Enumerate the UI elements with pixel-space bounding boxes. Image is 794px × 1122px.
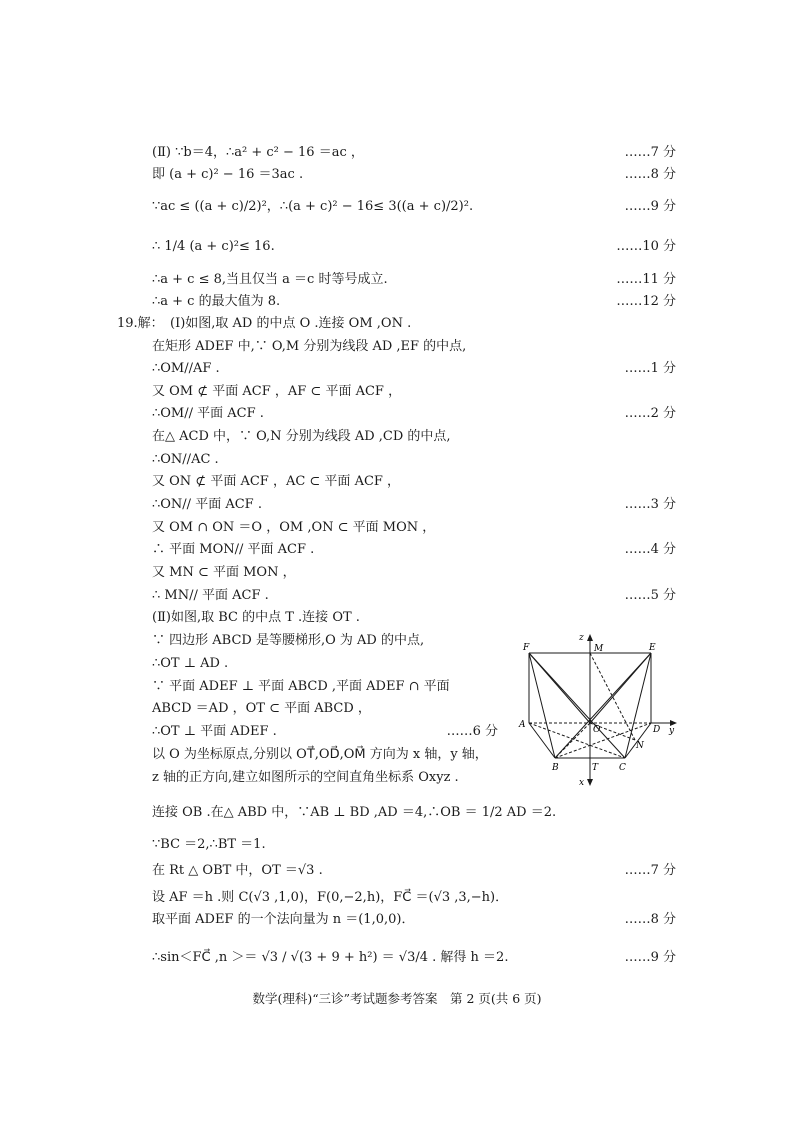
solution-text: 在 Rt △ OBT 中，OT ＝√3 . [152,863,323,878]
solution-text: ∴ 1/4 (a + c)²≤ 16. [152,239,275,254]
solution-text: ∵ac ≤ ((a + c)/2)²，∴(a + c)² − 16≤ 3((a + c)/2)². [152,199,474,214]
label-M: M [594,644,604,654]
q18-line-4 [152,237,676,257]
q18-line-1 [152,143,676,163]
solution-text: ∴sin＜FC⃗ ,n ＞＝ √3 / √(3 + 9 + h²) ＝ √3/4 . 解得 h ＝2. [152,950,509,965]
q19-line-1 [170,314,676,334]
score-mark: ……7 分 [624,145,676,160]
label-T: T [592,763,599,773]
q19-p2-line-1 [152,608,676,628]
solution-text: ∴OT ⊥ AD . [152,656,229,671]
q19-line-9 [152,495,676,515]
solution-text: ∴a + c ≤ 8,当且仅当 a ＝c 时等号成立. [152,272,388,287]
label-N: N [636,741,644,751]
q19-p2-line-11 [152,861,676,881]
label-E: E [649,643,656,653]
q19-p2-line-13 [152,910,676,930]
q19-line-13 [152,586,676,606]
score-mark: ……3 分 [624,497,676,512]
page-footer: 数学(理科)“三诊”考试题参考答案 第 2 页(共 6 页) [252,991,542,1006]
q19-p2-line-14 [152,948,676,968]
solution-text: ∴OT ⊥ 平面 ADEF . [152,724,277,739]
solution-text: ∴OM//AF . [152,361,220,376]
solution-text: 以 O 为坐标原点,分别以 OT⃗,OD⃗,OM⃗ 方向为 x 轴，y 轴， [152,747,488,762]
q19-line-2 [152,337,676,357]
label-O: O [593,725,601,735]
q19-p2-line-12 [152,888,676,908]
arrow-x-icon [587,779,593,786]
q19-line-7 [152,450,676,470]
solution-text: 在△ ACD 中，∵ O,N 分别为线段 AD ,CD 的中点, [152,429,451,444]
question-number: 19.解： [117,316,164,331]
solution-text: (Ⅱ) ∵b＝4，∴a² + c² − 16 ＝ac ， [152,145,364,160]
q19-p2-line-6 [152,722,498,742]
solution-text: ∴a + c 的最大值为 8. [152,294,281,309]
solution-text: (Ⅱ)如图,取 BC 的中点 T .连接 OT . [152,610,360,625]
edge-FB [529,653,555,758]
segment-OB [555,723,590,758]
label-A: A [519,720,526,730]
solution-text: (Ⅰ)如图,取 AD 的中点 O .连接 OM ,ON . [170,316,412,331]
solution-text: 又 OM ⊄ 平面 ACF ，AF ⊂ 平面 ACF ， [152,384,402,399]
q18-line-3 [152,197,676,217]
q19-line-11 [152,540,676,560]
solution-text: 设 AF ＝h .则 C(√3 ,1,0)，F(0,−2,h)，FC⃗ ＝(√3 ,3,−h)． [152,890,509,905]
solution-text: 连接 OB .在△ ABD 中，∵AB ⊥ BD ,AD ＝4,∴OB ＝ 1/2 AD ＝2. [152,805,557,820]
solution-text: ∵ 四边形 ABCD 是等腰梯形,O 为 AD 的中点, [152,633,425,648]
solution-text: 又 OM ∩ ON ＝O ，OM ,ON ⊂ 平面 MON ， [152,520,436,535]
q18-line-2 [152,165,676,185]
q19-line-10 [152,518,676,538]
q19-p2-line-9 [152,803,676,823]
score-mark: ……2 分 [624,406,676,421]
solution-text: 即 (a + c)² − 16 ＝3ac . [152,167,304,182]
score-mark: ……10 分 [616,239,676,254]
solution-text: ∴ MN// 平面 ACF . [152,588,269,603]
q19-p2-line-10 [152,835,676,855]
solution-text: ABCD ＝AD ，OT ⊂ 平面 ABCD ， [152,701,371,716]
solution-text: ∴OM// 平面 ACF . [152,406,264,421]
solution-text: ∴ON//AC . [152,452,219,467]
segment-AC [529,723,625,758]
score-mark: ……6 分 [446,724,498,739]
score-mark: ……12 分 [616,294,676,309]
score-mark: ……8 分 [624,167,676,182]
q18-line-5 [152,270,676,290]
label-z: z [579,633,584,643]
solution-text: ∵BC ＝2,∴BT ＝1. [152,837,266,852]
solution-text: z 轴的正方向,建立如图所示的空间直角坐标系 Oxyz . [152,770,459,785]
solution-text: ∵ 平面 ADEF ⊥ 平面 ABCD ,平面 ADEF ∩ 平面 [152,679,450,694]
label-x: x [579,778,585,788]
score-mark: ……8 分 [624,912,676,927]
solution-text: ∴ 平面 MON// 平面 ACF . [152,542,315,557]
score-mark: ……9 分 [624,199,676,214]
q19-line-4 [152,382,676,402]
solution-text: 又 MN ⊂ 平面 MON ， [152,565,296,580]
arrow-z-icon [587,634,593,641]
q19-line-6 [152,427,676,447]
label-D: D [653,725,661,735]
score-mark: ……11 分 [616,272,676,287]
score-mark: ……1 分 [624,361,676,376]
q19-line-12 [152,563,676,583]
solution-text: 在矩形 ADEF 中,∵ O,M 分别为线段 AD ,EF 的中点, [152,339,467,354]
q19-line-5 [152,404,676,424]
label-B: B [552,763,559,773]
label-y: y [669,726,675,736]
score-mark: ……7 分 [624,863,676,878]
solution-text: 又 ON ⊄ 平面 ACF ，AC ⊂ 平面 ACF ， [152,474,401,489]
q19-line-8 [152,472,676,492]
label-F: F [523,643,530,653]
score-mark: ……4 分 [624,542,676,557]
label-C: C [619,763,626,773]
q18-line-6 [152,292,676,312]
geometry-figure [515,630,685,790]
score-mark: ……9 分 [624,950,676,965]
solution-text: 取平面 ADEF 的一个法向量为 n ＝(1,0,0)． [152,912,415,927]
score-mark: ……5 分 [624,588,676,603]
q19-line-3 [152,359,676,379]
solution-text: ∴ON// 平面 ACF . [152,497,262,512]
